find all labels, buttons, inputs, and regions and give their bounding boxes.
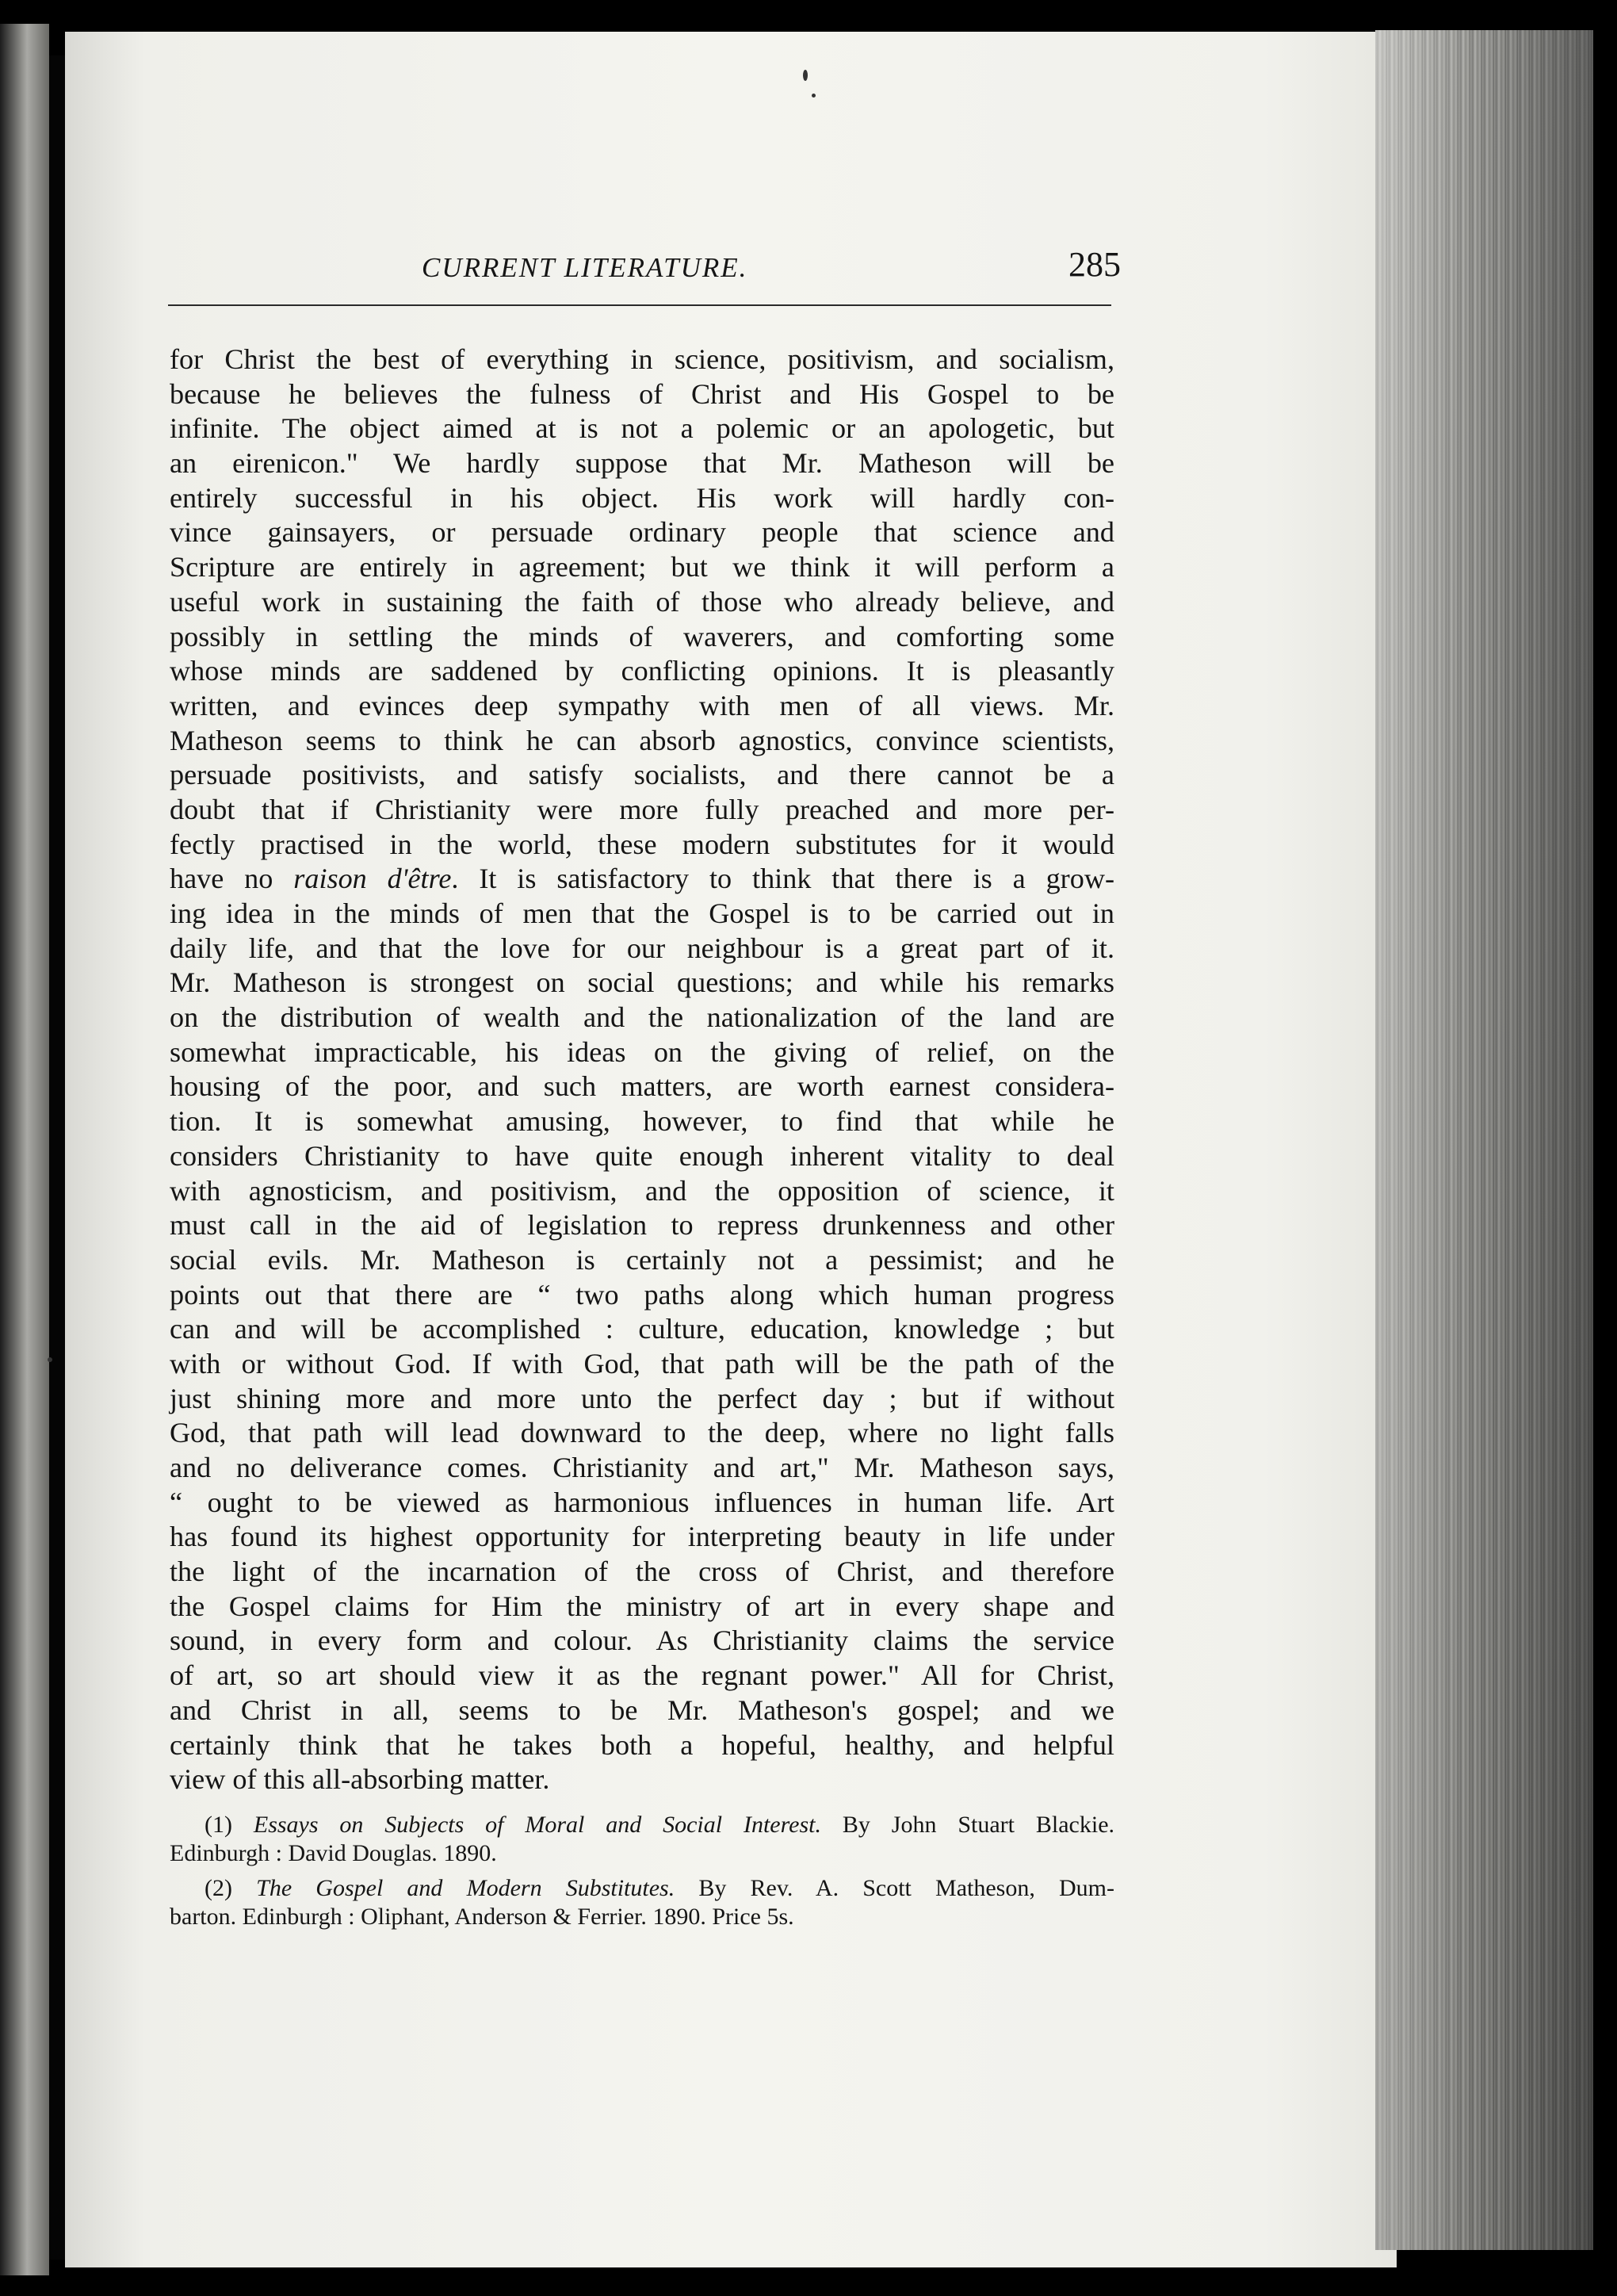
body-line: for Christ the best of everything in science, positivism, and socialism,	[170, 343, 1114, 375]
body-line: certainly think that he takes both a hopeful, healthy, and helpful	[170, 1728, 1114, 1761]
footnote-1-line-1: (1) Essays on Subjects of Moral and Social Interest. By John Stuart Blackie.	[205, 1812, 1115, 1838]
body-line: points out that there are “ two paths along which human progress	[170, 1278, 1114, 1311]
body-line: of art, so art should view it as the regnant power." All for Christ,	[170, 1659, 1114, 1692]
body-line: fectly practised in the world, these modern substitutes for it would	[170, 828, 1114, 860]
body-line: whose minds are saddened by conflicting opinions. It is pleasantly	[170, 655, 1114, 687]
body-line: considers Christianity to have quite enough inherent vitality to deal	[170, 1139, 1114, 1172]
ink-speck	[48, 1357, 52, 1362]
body-line: because he believes the fulness of Christ and His Gospel to be	[170, 377, 1114, 410]
body-line: with or without God. If with God, that path will be the path of the	[170, 1347, 1114, 1380]
body-line: God, that path will lead downward to the deep, where no light falls	[170, 1417, 1114, 1449]
italic-phrase: raison d'être	[293, 863, 452, 895]
previous-page-edge	[0, 24, 49, 2275]
ink-speck	[812, 94, 816, 98]
body-line	[170, 862, 1114, 897]
body-line: doubt that if Christianity were more fully preached and more per-	[170, 793, 1114, 825]
body-line: Scripture are entirely in agreement; but we think it will perform a	[170, 551, 1114, 584]
body-line: useful work in sustaining the faith of those who already believe, and	[170, 585, 1114, 618]
page-number: 285	[1068, 245, 1121, 284]
body-line: ing idea in the minds of men that the Gospel is to be carried out in	[170, 897, 1114, 929]
body-line: an eirenicon." We hardly suppose that Mr. Matheson will be	[170, 447, 1114, 480]
body-line: entirely successful in his object. His work will hardly con-	[170, 481, 1114, 514]
book-gutter	[49, 55, 65, 2260]
body-line: written, and evinces deep sympathy with men of all views. Mr.	[170, 689, 1114, 721]
body-line: infinite. The object aimed at is not a polemic or an apologetic, but	[170, 412, 1114, 445]
text-segment: . It is satisfactory to think that there is a grow-	[451, 863, 1115, 895]
body-line: vince gainsayers, or persuade ordinary people that science and	[170, 516, 1114, 549]
body-line: can and will be accomplished : culture, education, knowledge ; but	[170, 1313, 1114, 1345]
body-line: tion. It is somewhat amusing, however, to find that while he	[170, 1105, 1114, 1138]
body-line: “ ought to be viewed as harmonious influences in human life. Art	[170, 1486, 1114, 1518]
body-line: and Christ in all, seems to be Mr. Matheson's gospel; and we	[170, 1693, 1114, 1726]
body-line: the Gospel claims for Him the ministry of art in every shape and	[170, 1590, 1114, 1622]
body-line: social evils. Mr. Matheson is certainly not a pessimist; and he	[170, 1243, 1114, 1276]
running-head: CURRENT LITERATURE.	[422, 252, 748, 283]
body-line: with agnosticism, and positivism, and the opposition of science, it	[170, 1174, 1114, 1207]
body-text	[170, 342, 1114, 1797]
body-line: just shining more and more unto the perfect day ; but if without	[170, 1382, 1114, 1414]
body-line: on the distribution of wealth and the nationalization of the land are	[170, 1001, 1114, 1034]
footnote-1-line-2: Edinburgh : David Douglas. 1890.	[170, 1840, 497, 1866]
body-line: Mr. Matheson is strongest on social questions; and while his remarks	[170, 966, 1114, 999]
text-segment: have no	[170, 863, 294, 895]
body-line: and no deliverance comes. Christianity and art," Mr. Matheson says,	[170, 1452, 1114, 1483]
body-line: possibly in settling the minds of waverers, and comforting some	[170, 620, 1114, 652]
body-line: somewhat impracticable, his ideas on the giving of relief, on the	[170, 1035, 1114, 1068]
header-rule	[168, 304, 1111, 306]
body-line: the light of the incarnation of the cross of Christ, and therefore	[170, 1556, 1114, 1588]
body-line: has found its highest opportunity for interpreting beauty in life under	[170, 1521, 1114, 1553]
body-line: housing of the poor, and such matters, are worth earnest considera-	[170, 1070, 1114, 1103]
body-line: must call in the aid of legislation to repress drunkenness and other	[170, 1209, 1114, 1242]
body-line: daily life, and that the love for our neighbour is a great part of it.	[170, 932, 1114, 964]
page-block-tint	[1375, 30, 1593, 2250]
ink-speck	[803, 70, 808, 81]
footnote-2-line-1: (2) The Gospel and Modern Substitutes. By Rev. A. Scott Matheson, Dum-	[205, 1875, 1114, 1901]
body-line: sound, in every form and colour. As Christianity claims the service	[170, 1624, 1114, 1657]
body-line: Matheson seems to think he can absorb agnostics, convince scientists,	[170, 724, 1114, 756]
body-line: view of this all-absorbing matter.	[170, 1763, 550, 1796]
footnotes	[170, 1811, 1114, 1931]
body-line: persuade positivists, and satisfy socialists, and there cannot be a	[170, 759, 1114, 791]
footnote-2-line-2: barton. Edinburgh : Oliphant, Anderson & Ferrier. 1890. Price 5s.	[170, 1904, 794, 1930]
